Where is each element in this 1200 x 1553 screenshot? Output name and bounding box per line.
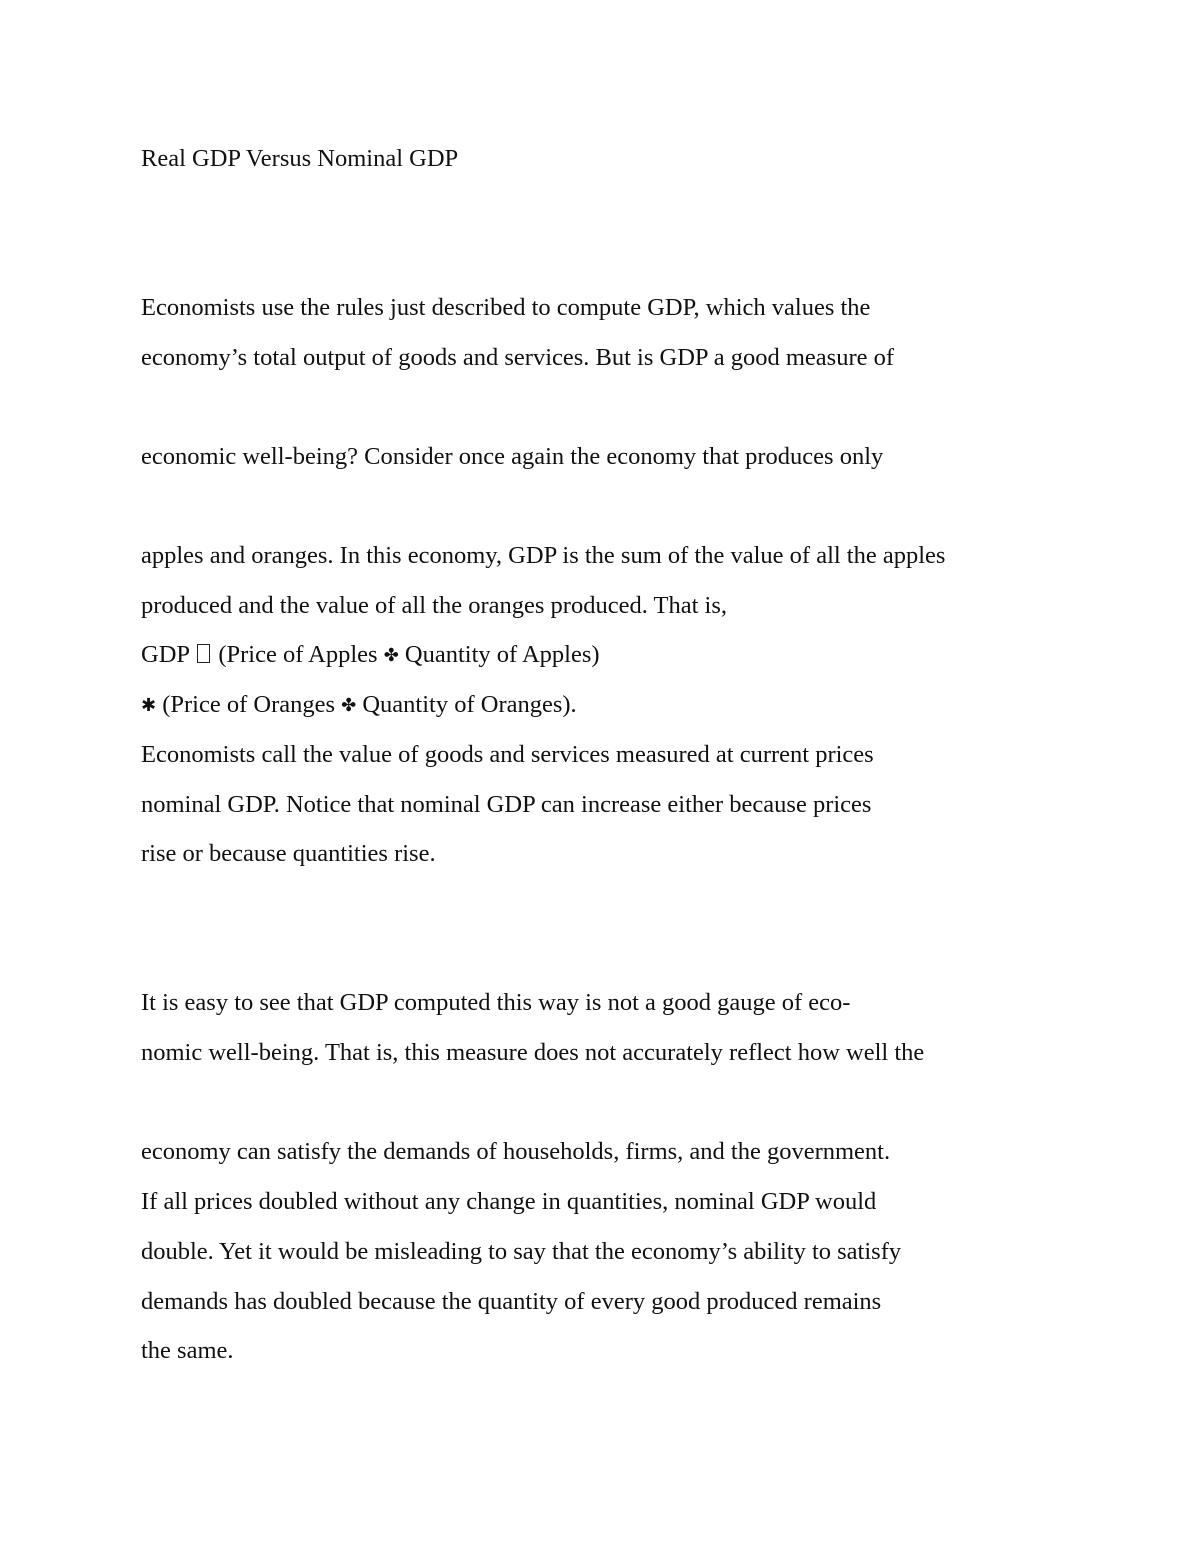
paragraph-line: Economists call the value of goods and services measured at current prices — [141, 741, 874, 768]
formula-term-1-end: Quantity of Apples) — [404, 641, 600, 668]
paragraph-line: economy can satisfy the demands of households, firms, and the government. — [141, 1138, 891, 1165]
paragraph-line: produced and the value of all the oranges produced. That is, — [141, 592, 727, 619]
paragraph-line: If all prices doubled without any change in quantities, nominal GDP would — [141, 1188, 877, 1215]
paragraph-line: It is easy to see that GDP computed this way is not a good gauge of eco- — [141, 989, 851, 1016]
multiply-symbol-icon: ✤ — [341, 695, 357, 716]
formula-term-1: (Price of Apples — [218, 641, 378, 668]
paragraph-line: economic well-being? Consider once again the economy that produces only — [141, 443, 884, 470]
formula-line-1 — [141, 640, 600, 671]
paragraph-line: economy’s total output of goods and services. But is GDP a good measure of — [141, 344, 895, 371]
plus-symbol-icon: ✱ — [141, 695, 157, 716]
missing-glyph-box-icon — [197, 644, 210, 663]
paragraph-line: the same. — [141, 1337, 234, 1364]
formula-term-2: (Price of Oranges — [162, 691, 336, 718]
formula-term-2-end: Quantity of Oranges). — [362, 691, 577, 718]
paragraph-line: apples and oranges. In this economy, GDP is the sum of the value of all the apples — [141, 542, 946, 569]
paragraph-line: double. Yet it would be misleading to say that the economy’s ability to satisfy — [141, 1238, 902, 1265]
paragraph-line: demands has doubled because the quantity of every good produced remains — [141, 1288, 882, 1315]
paragraph-line: rise or because quantities rise. — [141, 840, 436, 867]
paragraph-line: Economists use the rules just described to compute GDP, which values the — [141, 294, 871, 321]
paragraph-line: nominal GDP. Notice that nominal GDP can increase either because prices — [141, 791, 872, 818]
formula-lhs: GDP — [141, 641, 190, 668]
multiply-symbol-icon: ✤ — [383, 645, 399, 666]
formula-line-2 — [141, 690, 577, 721]
paragraph-line: nomic well-being. That is, this measure does not accurately reflect how well the — [141, 1039, 925, 1066]
document-title: Real GDP Versus Nominal GDP — [141, 145, 459, 172]
